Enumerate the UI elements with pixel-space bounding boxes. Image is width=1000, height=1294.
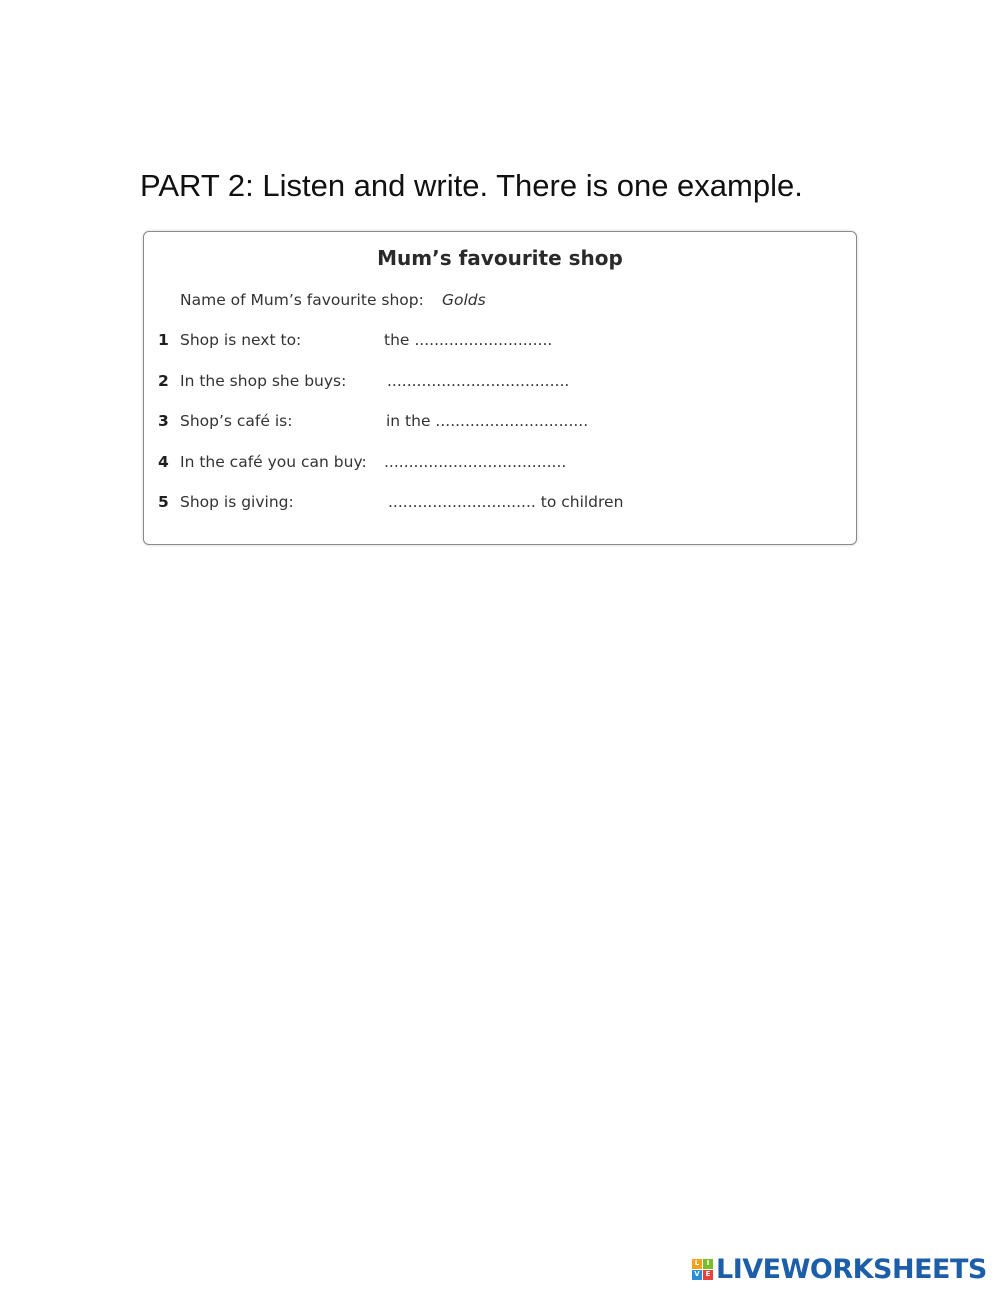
logo-tile: E: [703, 1270, 713, 1280]
question-label: In the café you can buy:: [180, 453, 367, 471]
question-row-4: [144, 453, 856, 477]
question-number: 3: [158, 412, 169, 430]
question-label: Shop is next to:: [180, 331, 302, 349]
answer-blank-5[interactable]: .............................. to children: [388, 493, 624, 511]
answer-blank-4[interactable]: .....................................: [384, 453, 567, 471]
answer-blank-2[interactable]: .....................................: [387, 372, 570, 390]
card-title: Mum’s favourite shop: [377, 246, 623, 270]
question-number: 5: [158, 493, 169, 511]
answer-blank-3[interactable]: in the ...............................: [386, 412, 589, 430]
example-answer: Golds: [442, 291, 486, 309]
question-row-2: [144, 372, 856, 396]
logo-tile: V: [692, 1270, 702, 1280]
question-label: Shop’s café is:: [180, 412, 293, 430]
question-number: 1: [158, 331, 169, 349]
logo-tile: L: [692, 1259, 702, 1269]
example-row: [144, 291, 856, 315]
instruction-heading: PART 2: Listen and write. There is one example.: [140, 168, 803, 203]
question-number: 2: [158, 372, 169, 390]
question-row-5: [144, 493, 856, 517]
logo-tile: I: [703, 1259, 713, 1269]
question-row-3: [144, 412, 856, 436]
example-label: Name of Mum’s favourite shop:: [180, 291, 424, 309]
question-number: 4: [158, 453, 169, 471]
answer-blank-1[interactable]: the ............................: [384, 331, 553, 349]
logo-wordmark: LIVEWORKSHEETS: [716, 1253, 987, 1285]
liveworksheets-logo: [692, 1254, 987, 1284]
logo-mark-icon: [692, 1259, 713, 1280]
worksheet-card: [143, 231, 857, 545]
question-label: In the shop she buys:: [180, 372, 347, 390]
question-row-1: [144, 331, 856, 355]
question-label: Shop is giving:: [180, 493, 294, 511]
